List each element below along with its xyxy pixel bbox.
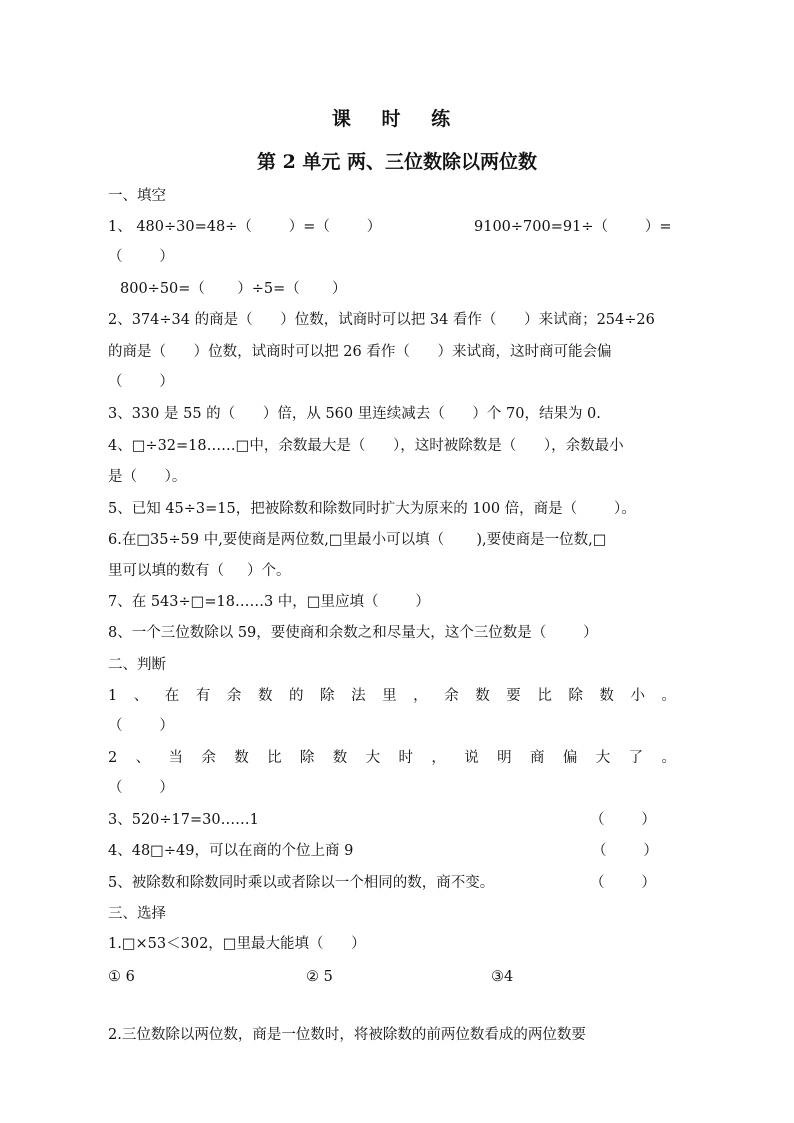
question-6-line-2: 里可以填的数有（ ）个。 (108, 563, 291, 579)
page-title: 课 时 练 (331, 108, 463, 130)
judgment-5-answer: （ ） (590, 875, 656, 891)
judgment-4-answer: （ ） (592, 843, 658, 859)
section-heading-true-false: 二、判断 (108, 657, 166, 673)
question-5: 5、已知 45÷3=15，把被除数和除数同时扩大为原来的 100 倍，商是（ ）。 (108, 501, 636, 517)
question-4-line-2: 是（ ）。 (108, 469, 187, 485)
section-heading-fill-blank: 一、填空 (108, 188, 166, 204)
question-1-continuation: （ ） (108, 249, 174, 265)
choice-1-option-2: ② 5 (306, 969, 333, 985)
question-3: 3、330 是 55 的（ ）倍，从 560 里连续减去（ ）个 70，结果为 0. (108, 406, 601, 422)
unit-title: 第 2 单元 两、三位数除以两位数 (256, 151, 538, 173)
question-7: 7、在 543÷□=18……3 中，□里应填（ ） (108, 594, 430, 610)
judgment-4-text: 4、48□÷49，可以在商的个位上商 9 (108, 843, 354, 859)
question-2-line-1: 2、374÷34 的商是（ ）位数，试商时可以把 34 看作（ ）来试商；254÷26 (108, 312, 655, 328)
judgment-1-answer: （ ） (108, 718, 174, 734)
judgment-3-answer: （ ） (590, 812, 656, 828)
judgment-3-text: 3、520÷17=30……1 (108, 812, 259, 828)
judgment-1-text: 1、在有余数的除法里，余数要比除数小。 (108, 688, 676, 704)
question-1-line-2: 800÷50=（ ）÷5=（ ） (120, 281, 347, 297)
question-4-line-1: 4、□÷32=18……□中，余数最大是（ ），这时被除数是（ ），余数最小 (108, 438, 624, 454)
choice-1-option-1: ① 6 (108, 969, 135, 985)
section-heading-multiple-choice: 三、选择 (108, 906, 166, 922)
question-1-right: 9100÷700=91÷（ ）= (474, 219, 672, 235)
choice-1-text: 1.□×53＜302，□里最大能填（ ） (108, 936, 366, 952)
question-8: 8、一个三位数除以 59，要使商和余数之和尽量大，这个三位数是（ ） (108, 625, 598, 641)
judgment-2-text: 2、当余数比除数大时，说明商偏大了。 (108, 750, 676, 766)
question-2-line-3: （ ） (108, 374, 174, 390)
question-2-line-2: 的商是（ ）位数，试商时可以把 26 看作（ ）来试商，这时商可能会偏 (108, 344, 612, 360)
question-1-left: 1、 480÷30=48÷（ ）=（ ） (108, 219, 382, 235)
judgment-5-text: 5、被除数和除数同时乘以或者除以一个相同的数，商不变。 (108, 875, 495, 891)
question-6-line-1: 6.在□35÷59 中,要使商是两位数,□里最小可以填（ ),要使商是一位数,□ (108, 532, 607, 548)
choice-1-option-3: ③4 (491, 969, 514, 985)
judgment-2-answer: （ ） (108, 780, 174, 796)
choice-2-text: 2.三位数除以两位数，商是一位数时，将被除数的前两位数看成的两位数要 (108, 1027, 586, 1043)
